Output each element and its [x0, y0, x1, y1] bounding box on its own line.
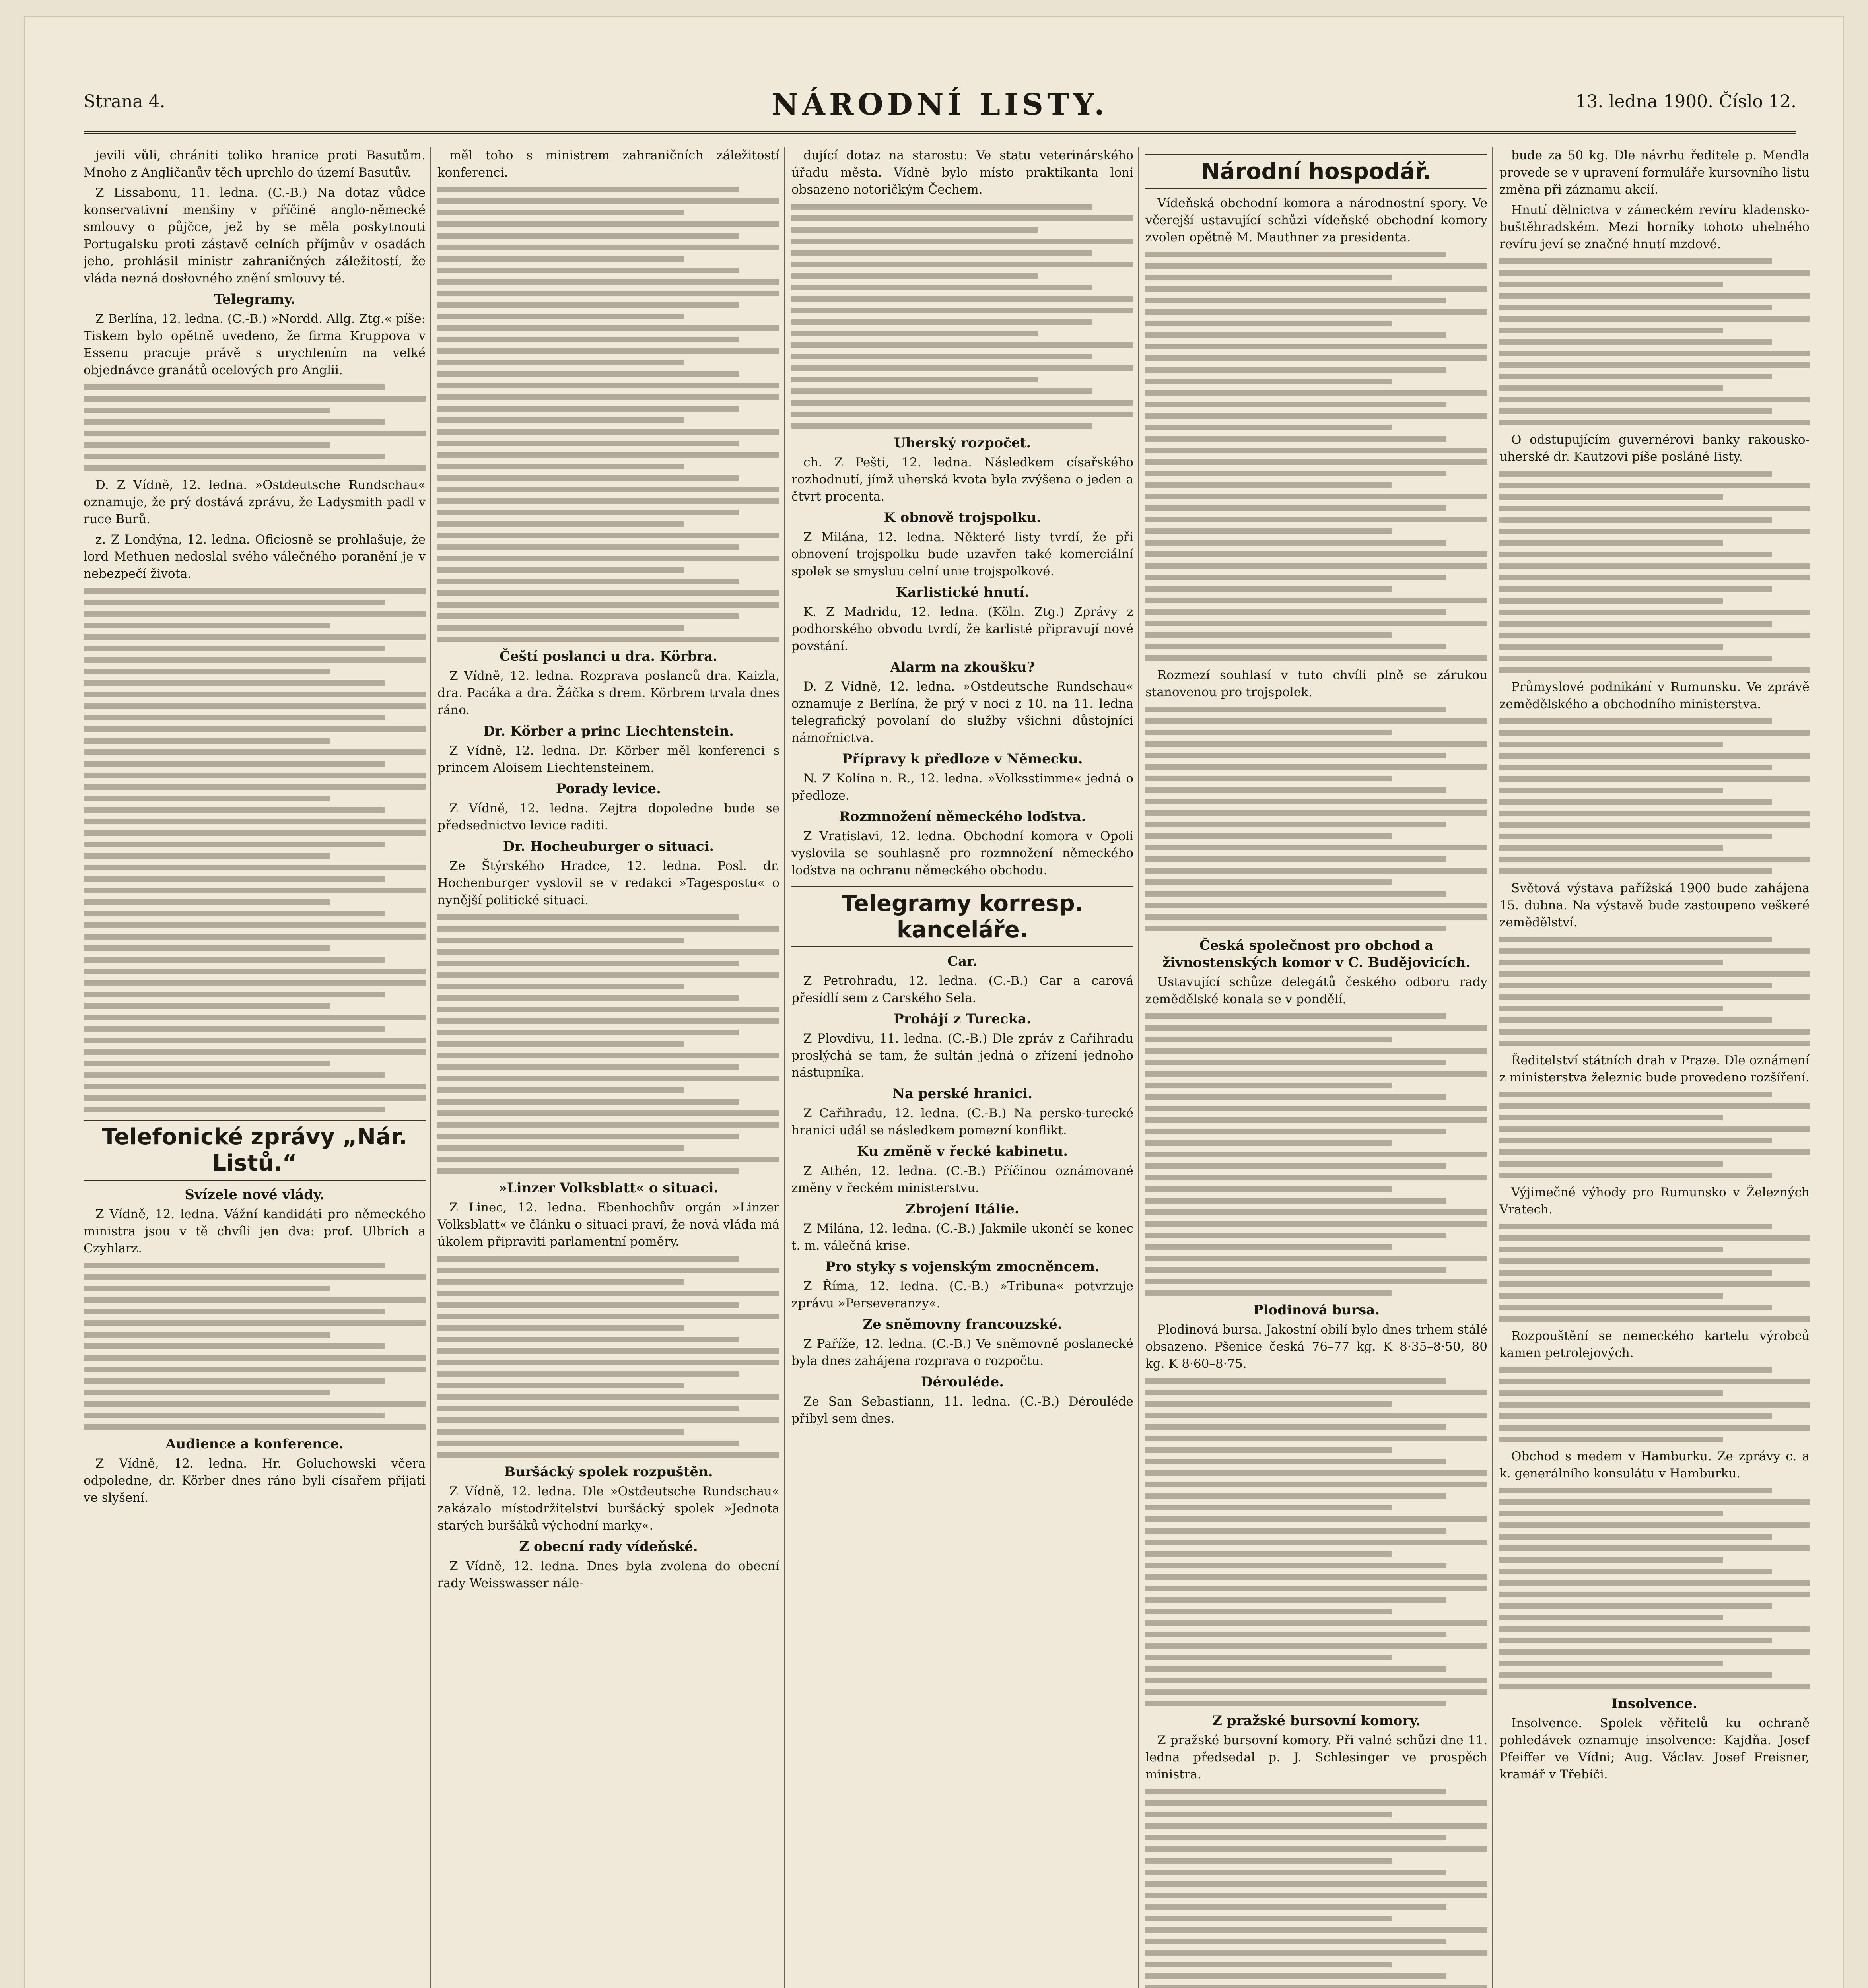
obecni-rada-heading: Z obecní rady vídeňské.: [519, 1539, 698, 1555]
text-block: [1499, 1488, 1810, 1689]
perske-heading: Na perské hranici.: [892, 1086, 1033, 1102]
obnove-heading: K obnově trojspolku.: [884, 510, 1041, 526]
article-prumysl: Průmyslové podnikání v Rumunsku. Ve zprávě zemědělského a obchodního ministerstva.: [1499, 680, 1810, 711]
article-pripravy: N. Z Kolína n. R., 12. ledna. »Volksstimme« jedná o předloze.: [791, 771, 1133, 803]
telefon-section-heading: Telefonické zprávy „Nár. Listů.“: [84, 1120, 426, 1181]
article-intro: měl toho s ministrem zahraničních záležitostí konferenci.: [437, 148, 779, 180]
article-car: Z Petrohradu, 12. ledna. (C.-B.) Car a carová přesídlí sem z Carského Sela.: [791, 974, 1133, 1005]
article-obecni: Z Vídně, 12. ledna. Dnes byla zvolena do obecní rady Weisswasser nále-: [437, 1559, 779, 1590]
text-block: [437, 1256, 779, 1458]
text-block: [791, 204, 1133, 429]
levice-heading: Porady levice.: [556, 781, 661, 797]
article-uhersky: ch. Z Pešti, 12. ledna. Následkem císařského rozhodnutí, jímž uherská kvota byla zvýšena o jeden a čtvrt procenta.: [791, 455, 1133, 504]
column-divider: [1138, 147, 1139, 1988]
article-viden: D. Z Vídně, 12. ledna. »Ostdeutsche Rundschau« oznamuje, že prý dostává zprávu, že Ladysmith padl v ruce Burů.: [84, 478, 426, 526]
article-recke: Z Athén, 12. ledna. (C.-B.) Příčinou oznámované změny v řeckém ministerstvu.: [791, 1164, 1133, 1195]
article-intro: bude za 50 kg. Dle návrhu ředitele p. Mendla provede se v upravení formuláře kursovního listu změna při záznamu akcií.: [1499, 148, 1810, 197]
svizele-heading: Svízele nové vlády.: [185, 1187, 325, 1203]
article-vystava: Světová výstava pařížská 1900 bude zahájena 15. dubna. Na výstavě bude zastoupeno veškeré zemědělství.: [1499, 881, 1810, 930]
cesti-poslanci-heading: Čeští poslanci u dra. Körbra.: [500, 648, 717, 664]
article-obnove: Z Milána, 12. ledna. Některé listy tvrdí, že při obnovení trojspolku bude uzavřen také komerciální spolek se smysluu celní unie trojspolkové.: [791, 530, 1133, 579]
article-alarm: D. Z Vídně, 12. ledna. »Ostdeutsche Rundschau« oznamuje z Berlína, že prý v noci z 10. na 11. ledna telegrafický povolaní do služby všichni důstojníci námořnictva.: [791, 679, 1133, 745]
italie-heading: Zbrojení Itálie.: [906, 1201, 1019, 1217]
column-5: [1499, 147, 1810, 1988]
ceska-heading: Česká společnost pro obchod a živnostenských komor v C. Budějovicích.: [1162, 938, 1471, 971]
article-londyn: z. Z Londýna, 12. ledna. Oficiosně se prohlašuje, že lord Methuen nedoslal svého válečného poranění je v nebezpečí života.: [84, 532, 426, 581]
text-block: [437, 914, 779, 1174]
article-perske: Z Cařihradu, 12. ledna. (C.-B.) Na persko-turecké hranici udál se následkem pomezní konflikt.: [791, 1106, 1133, 1138]
narodni-hospodar-heading: Národní hospodář.: [1145, 154, 1487, 189]
article-styky: Z Říma, 12. ledna. (C.-B.) »Tribuna« potvrzuje zprávu »Perseveranzy«.: [791, 1279, 1133, 1310]
text-block: [1499, 471, 1810, 673]
text-block: [437, 187, 779, 642]
article-deroulede: Ze San Sebastiann, 11. ledna. (C.-B.) Dérouléde přibyl sem dnes.: [791, 1394, 1133, 1426]
article-odstupujici: O odstupujícím guvernérovi banky rakousko-uherské dr. Kautzovi píše posláné Iisty.: [1499, 433, 1810, 464]
article-trojspolek: Rozmezí souhlasí v tuto chvíli plně se zárukou stanovenou pro trojspolek.: [1145, 668, 1487, 699]
text-block: [1145, 707, 1487, 931]
text-block: [1145, 252, 1487, 661]
article-korber: Z Vídně, 12. ledna. Dr. Körber měl konferenci s princem Aloisem Liechtensteinem.: [437, 744, 779, 775]
linzer-heading: »Linzer Volksblatt« o situaci.: [498, 1180, 719, 1196]
article-snemovny: Z Paříže, 12. ledna. (C.-B.) Ve sněmovně poslanecké byla dnes zahájena rozprava o rozpočtu.: [791, 1337, 1133, 1368]
turecko-heading: Prohájí z Turecka.: [894, 1011, 1031, 1027]
newspaper-title: NÁRODNÍ LISTY.: [771, 87, 1109, 122]
article-vyvoz: Výjimečné výhody pro Rumunsko v Železných Vratech.: [1499, 1185, 1810, 1217]
uhersky-heading: Uherský rozpočet.: [894, 435, 1031, 451]
article-komora: Vídeňská obchodní komora a národnostní spory. Ve včerejší ustavující schůzi vídeňské obchodní komory zvolen opětně M. Mauthner za presidenta.: [1145, 196, 1487, 245]
korber-heading: Dr. Körber a princ Liechtenstein.: [483, 723, 734, 739]
article-lisabon: Z Lissabonu, 11. ledna. (C.-B.) Na dotaz vůdce konservativní menšiny v příčině anglo-německé smlouvy o půjčce, jež by se měla poskytnouti Portugalsku proti zástavě celních příjmův v osadách jeho, prohlásil ministr zahraničných záležitostí, že vláda nezná dosłovného znění smlouvy té.: [84, 186, 426, 285]
column-divider: [1492, 147, 1493, 1988]
text-block: [84, 384, 426, 471]
snemovny-heading: Ze sněmovny francouzské.: [863, 1316, 1062, 1332]
article-svizele: Z Vídně, 12. ledna. Vážní kandidáti pro německého ministra jsou v tě chvíli jen dva: prof. Ulbrich a Czyhlarz.: [84, 1207, 426, 1256]
article-karlisticke: K. Z Madridu, 12. ledna. (Köln. Ztg.) Zprávy z podhorského obvodu tvrdí, že karlisté připravují nové povstání.: [791, 605, 1133, 653]
text-block: [1499, 937, 1810, 1046]
article-insolvence: Insolvence. Spolek věřitelů ku ochraně pohledávek oznamuje insolvence: Kajdňa. Josef Pfeiffer ve Vídni; Aug. Václav. Josef Freisner, kramář v Třebíči.: [1499, 1716, 1810, 1782]
article-levice: Z Vídně, 12. ledna. Zejtra dopoledne bude se předsednictvo levice raditi.: [437, 801, 779, 833]
article-audience: Z Vídně, 12. ledna. Hr. Goluchowski včera odpoledne, dr. Körber dnes ráno byli císařem přijati ve slyšení.: [84, 1456, 426, 1505]
pripravy-heading: Přípravy k předloze v Německu.: [842, 751, 1083, 767]
text-block: [1499, 1092, 1810, 1178]
article-ceska: Ustavující schůze delegátů českého odboru rady zemědělské konala se v pondělí.: [1145, 975, 1487, 1006]
column-divider: [784, 147, 785, 1988]
column-divider: [430, 147, 431, 1988]
deroulede-heading: Dérouléde.: [921, 1374, 1004, 1390]
article-rozmnozeni: Z Vratislavi, 12. ledna. Obchodní komora v Opoli vyslovila se souhlasně pro rozmnožení německého loďstva na ochranu německého obchodu.: [791, 829, 1133, 878]
audience-heading: Audience a konference.: [165, 1436, 344, 1452]
masthead: [84, 76, 1796, 134]
article-italie: Z Milána, 12. ledna. (C.-B.) Jakmile ukončí se konec t. m. válečná krise.: [791, 1221, 1133, 1253]
text-block: [1145, 1378, 1487, 1706]
bursa-heading: Plodinová bursa.: [1253, 1302, 1380, 1318]
article-hochenburger: Ze Štýrského Hradce, 12. ledna. Posl. dr. Hochenburger vyslovil se v redakci »Tagespostu« o nynější politické situaci.: [437, 859, 779, 907]
bursak-heading: Buršácký spolek rozpuštěn.: [504, 1464, 713, 1480]
issue-date: 13. ledna 1900. Číslo 12.: [1575, 91, 1796, 112]
car-heading: Car.: [947, 953, 978, 969]
column-1: [84, 147, 426, 1988]
article-hamburk: Obchod s medem v Hamburku. Ze zprávy c. a k. generálního konsulátu v Hamburku.: [1499, 1449, 1810, 1481]
article-hnuti: Hnutí dělnictva v zámeckém revíru kladensko-buštěhradském. Mezi horníky tohoto uhelného revíru jeví se značné hnutí mzdové.: [1499, 203, 1810, 251]
telegramy-heading: Telegramy.: [214, 291, 295, 307]
text-block: [1145, 1013, 1487, 1296]
recke-heading: Ku změně v řecké kabinetu.: [857, 1143, 1068, 1159]
text-block: [84, 1263, 426, 1430]
article-linzer: Z Linec, 12. ledna. Ebenhochův orgán »Linzer Volksblatt« ve článku o situaci praví, že nová vláda má úkolem připraviti parlamentní poměry.: [437, 1200, 779, 1249]
article-bursa: Plodinová bursa. Jakostní obilí bylo dnes trhem stálé obsazeno. Pšenice česká 76–77 kg. K 8·35–8·50, 80 kg. K 8·60–8·75.: [1145, 1322, 1487, 1371]
prazske-heading: Z pražské bursovní komory.: [1212, 1713, 1421, 1729]
text-block: [84, 588, 426, 1112]
karlisticke-heading: Karlistické hnutí.: [896, 584, 1029, 600]
telegramy-korresp-heading: Telegramy korresp. kanceláře.: [791, 886, 1133, 947]
text-block: [1499, 718, 1810, 874]
article-statni-drahy: Ředitelství státních drah v Praze. Dle oznámení z ministerstva železnic bude provedeno rozšíření.: [1499, 1053, 1810, 1085]
newspaper-page: [24, 16, 1844, 1988]
column-3: [791, 147, 1133, 1988]
article-bursak: Z Vídně, 12. ledna. Dle »Ostdeutsche Rundschau« zakázalo místodržitelství buršácký spolek »Jednota starých buršáků východní marky«.: [437, 1484, 779, 1533]
article-cesti: Z Vídně, 12. ledna. Rozprava poslanců dra. Kaizla, dra. Pacáka a dra. Žáčka s drem. Körbrem trvala dnes ráno.: [437, 669, 779, 717]
article-turecko: Z Plovdivu, 11. ledna. (C.-B.) Dle zpráv z Cařihradu proslýchá se tam, že sultán jedná o zřízení jednoho nástupníka.: [791, 1031, 1133, 1080]
column-4: [1145, 147, 1487, 1988]
styky-heading: Pro styky s vojenským zmocněncem.: [825, 1259, 1100, 1275]
insolvence-heading: Insolvence.: [1611, 1696, 1697, 1712]
text-block: [1499, 258, 1810, 425]
hochenburger-heading: Dr. Hocheuburger o situaci.: [503, 839, 714, 854]
article-berlin: Z Berlína, 12. ledna. (C.-B.) »Nordd. Allg. Ztg.« píše: Tiskem bylo opětně uvedeno, že firma Kruppova v Essenu pracuje právě s urychlením na velké objednávce granátů ocelových pro Anglii.: [84, 312, 426, 377]
rozmnozeni-heading: Rozmnožení německého loďstva.: [839, 809, 1086, 825]
article-kartel: Rozpouštění se nemeckého kartelu výrobců kamen petrolejových.: [1499, 1329, 1810, 1360]
text-block: [1499, 1367, 1810, 1442]
text-block: [1499, 1224, 1810, 1322]
alarm-heading: Alarm na zkoušku?: [890, 659, 1035, 675]
page-number: Strana 4.: [84, 91, 165, 112]
column-2: [437, 147, 779, 1988]
text-block: [1145, 1789, 1487, 1988]
article-intro: jevili vůli, chrániti toliko hranice proti Basutům. Mnoho z Angličanův těch uprchlo do území Basutův.: [84, 148, 426, 180]
article-prazske: Z pražské bursovní komory. Při valné schůzi dne 11. ledna předsedal p. J. Schlesinger ve prospěch ministra.: [1145, 1733, 1487, 1782]
article-intro: dující dotaz na starostu: Ve statu veterinárského úřadu města. Vídně bylo místo praktikanta loni obsazeno notoričkým Čechem.: [791, 148, 1133, 197]
